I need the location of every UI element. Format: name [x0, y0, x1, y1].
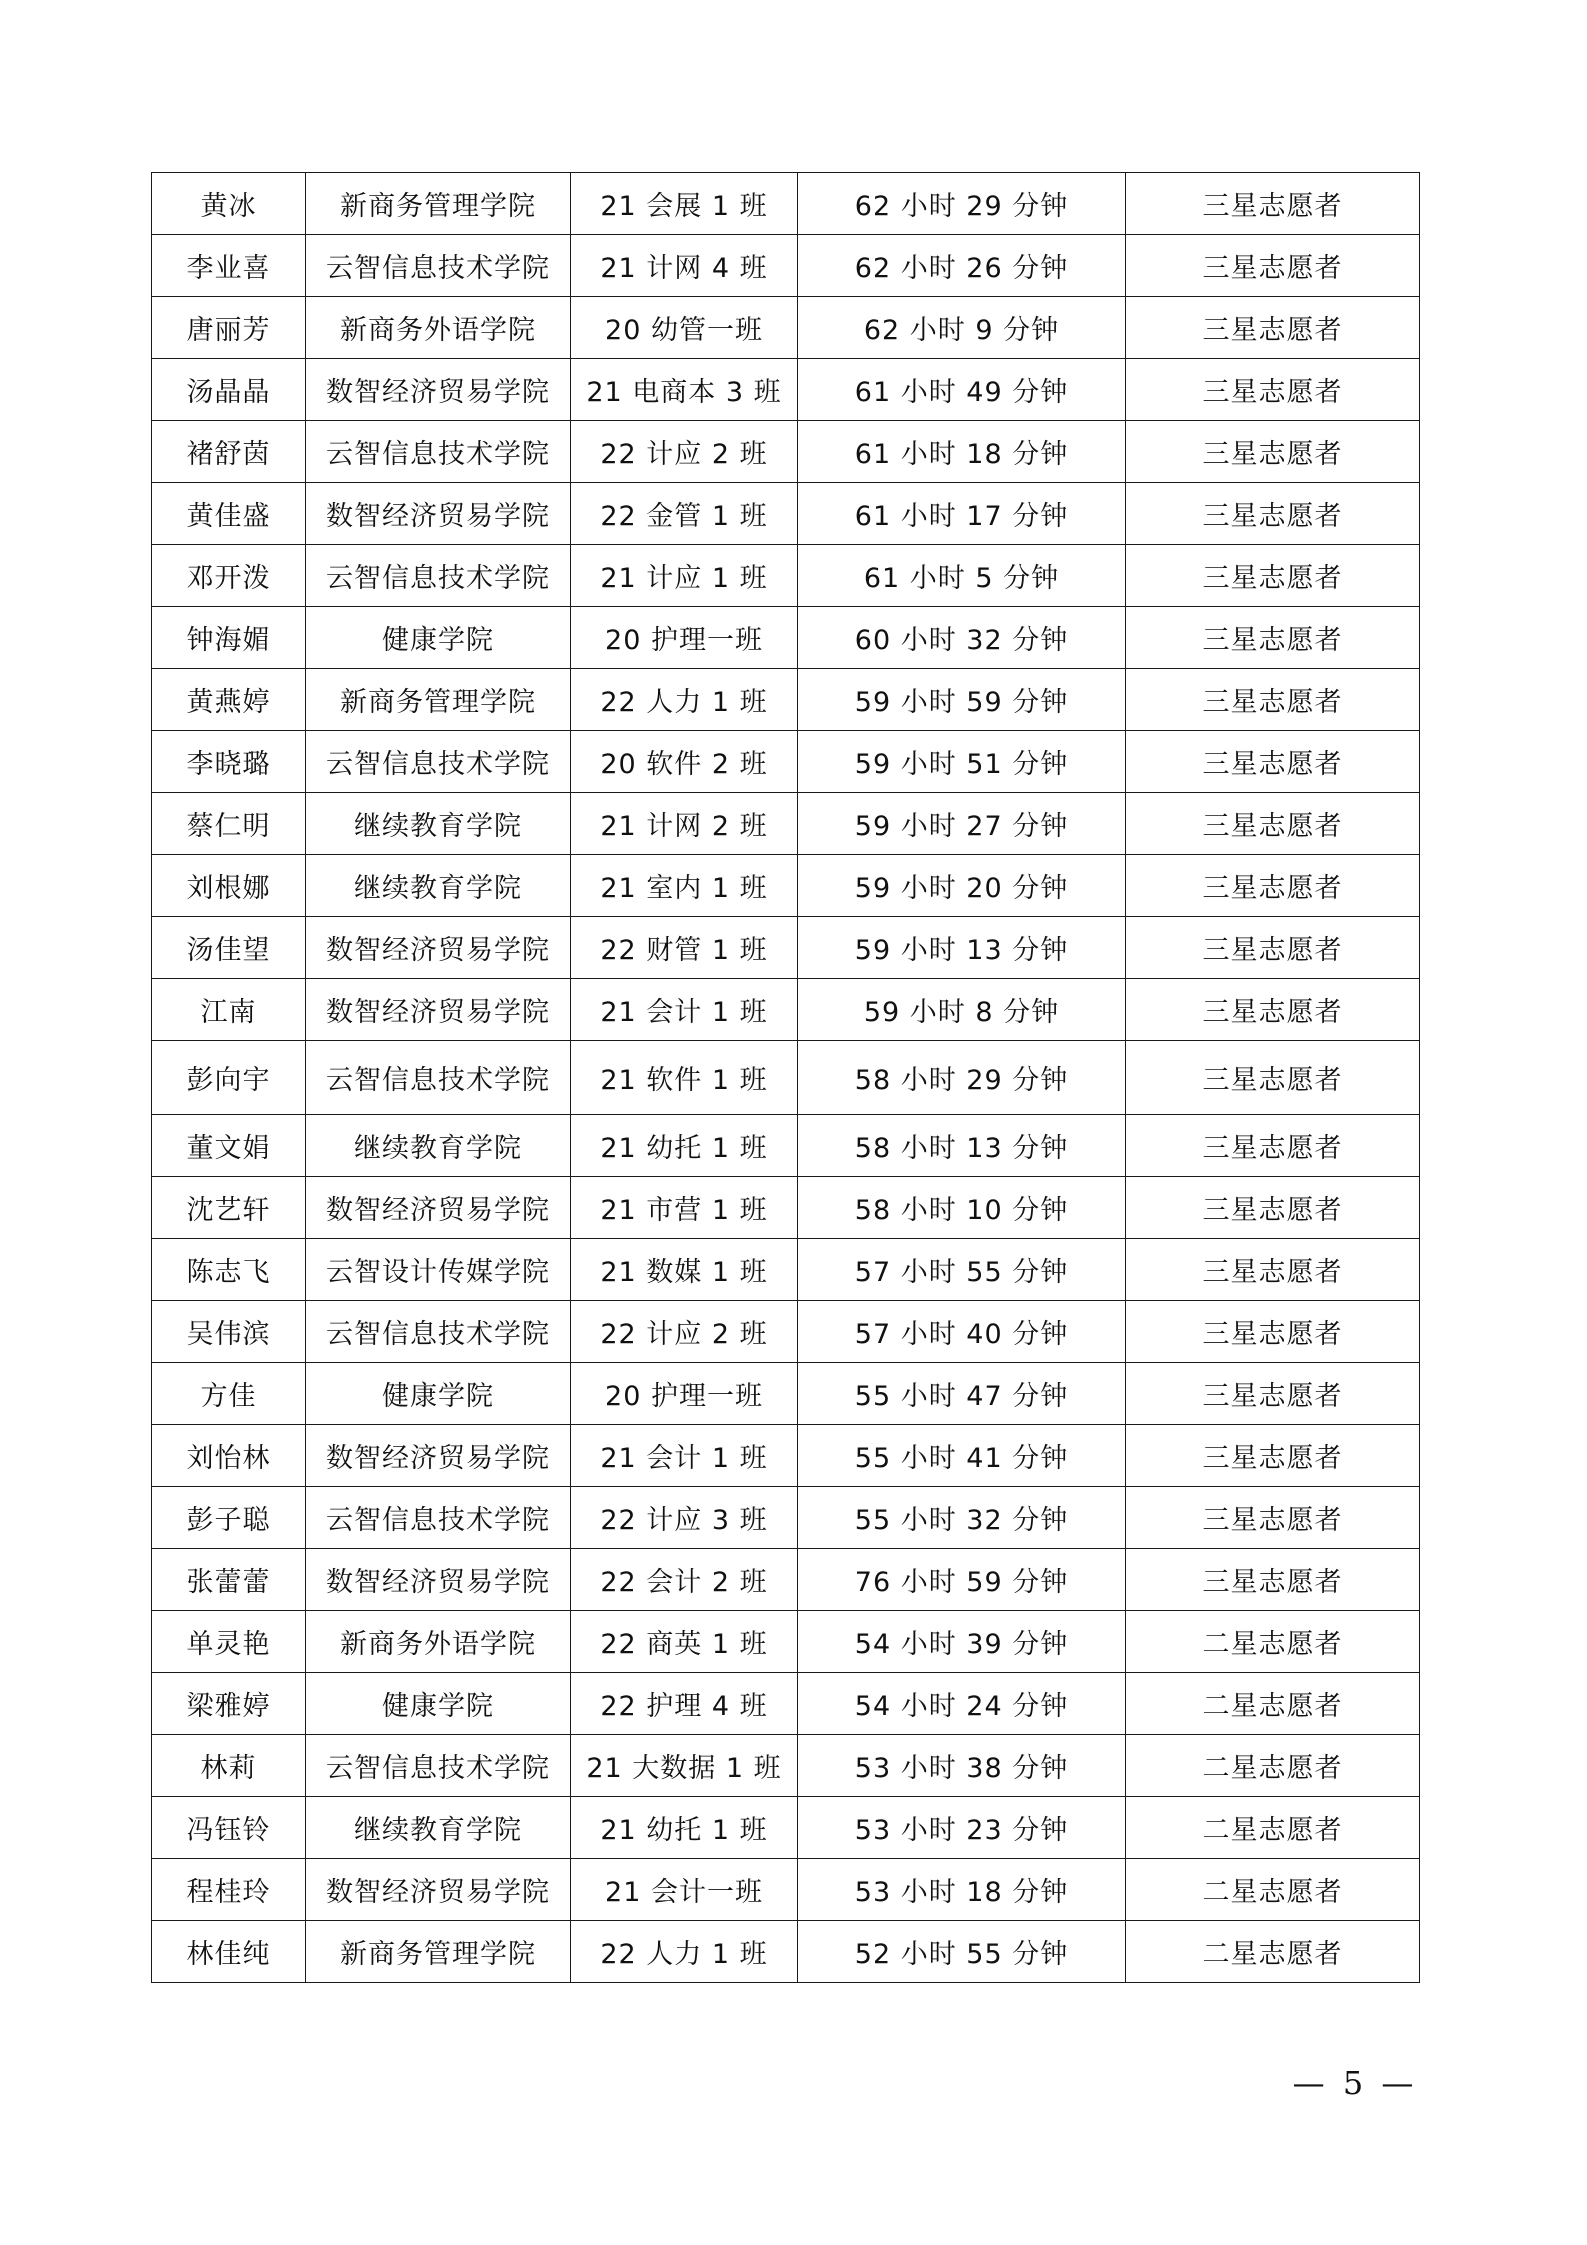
- cell-college: 数智经济贸易学院: [306, 359, 571, 421]
- cell-title: 三星志愿者: [1126, 421, 1420, 483]
- cell-class: 21 市营 1 班: [571, 1177, 798, 1239]
- cell-title: 三星志愿者: [1126, 1549, 1420, 1611]
- cell-class: 21 软件 1 班: [571, 1041, 798, 1115]
- cell-hours: 76 小时 59 分钟: [798, 1549, 1126, 1611]
- cell-class: 21 会计 1 班: [571, 979, 798, 1041]
- table-row: [152, 1859, 1420, 1921]
- cell-class: 21 大数据 1 班: [571, 1735, 798, 1797]
- cell-hours: 61 小时 17 分钟: [798, 483, 1126, 545]
- cell-title: 三星志愿者: [1126, 1363, 1420, 1425]
- table-row: [152, 669, 1420, 731]
- cell-title: 三星志愿者: [1126, 1115, 1420, 1177]
- cell-name: 彭子聪: [152, 1487, 306, 1549]
- cell-name: 唐丽芳: [152, 297, 306, 359]
- cell-hours: 59 小时 51 分钟: [798, 731, 1126, 793]
- cell-class: 22 人力 1 班: [571, 669, 798, 731]
- cell-hours: 55 小时 41 分钟: [798, 1425, 1126, 1487]
- cell-college: 继续教育学院: [306, 1797, 571, 1859]
- cell-college: 数智经济贸易学院: [306, 1549, 571, 1611]
- cell-hours: 58 小时 29 分钟: [798, 1041, 1126, 1115]
- cell-college: 数智经济贸易学院: [306, 1177, 571, 1239]
- cell-class: 22 会计 2 班: [571, 1549, 798, 1611]
- cell-name: 刘怡林: [152, 1425, 306, 1487]
- cell-college: 云智信息技术学院: [306, 1735, 571, 1797]
- table-row: [152, 607, 1420, 669]
- cell-title: 三星志愿者: [1126, 1487, 1420, 1549]
- cell-hours: 53 小时 18 分钟: [798, 1859, 1126, 1921]
- cell-hours: 59 小时 59 分钟: [798, 669, 1126, 731]
- cell-college: 新商务管理学院: [306, 1921, 571, 1983]
- cell-college: 数智经济贸易学院: [306, 1425, 571, 1487]
- table-row: [152, 1487, 1420, 1549]
- cell-class: 21 会计一班: [571, 1859, 798, 1921]
- cell-title: 三星志愿者: [1126, 545, 1420, 607]
- cell-class: 22 计应 2 班: [571, 1301, 798, 1363]
- cell-class: 21 数媒 1 班: [571, 1239, 798, 1301]
- cell-title: 三星志愿者: [1126, 917, 1420, 979]
- cell-name: 褚舒茵: [152, 421, 306, 483]
- cell-name: 李晓璐: [152, 731, 306, 793]
- cell-class: 21 电商本 3 班: [571, 359, 798, 421]
- table-row: [152, 1301, 1420, 1363]
- cell-title: 三星志愿者: [1126, 1239, 1420, 1301]
- cell-title: 三星志愿者: [1126, 607, 1420, 669]
- cell-title: 二星志愿者: [1126, 1797, 1420, 1859]
- cell-title: 三星志愿者: [1126, 669, 1420, 731]
- cell-hours: 54 小时 39 分钟: [798, 1611, 1126, 1673]
- cell-class: 21 幼托 1 班: [571, 1115, 798, 1177]
- cell-college: 数智经济贸易学院: [306, 1859, 571, 1921]
- cell-hours: 55 小时 47 分钟: [798, 1363, 1126, 1425]
- cell-hours: 61 小时 5 分钟: [798, 545, 1126, 607]
- cell-name: 方佳: [152, 1363, 306, 1425]
- cell-class: 20 幼管一班: [571, 297, 798, 359]
- cell-hours: 58 小时 13 分钟: [798, 1115, 1126, 1177]
- cell-name: 刘根娜: [152, 855, 306, 917]
- cell-class: 21 幼托 1 班: [571, 1797, 798, 1859]
- cell-college: 云智信息技术学院: [306, 235, 571, 297]
- cell-class: 22 护理 4 班: [571, 1673, 798, 1735]
- cell-class: 22 商英 1 班: [571, 1611, 798, 1673]
- table-row: [152, 1177, 1420, 1239]
- table-row: [152, 793, 1420, 855]
- table-row: [152, 979, 1420, 1041]
- cell-name: 蔡仁明: [152, 793, 306, 855]
- table-row: [152, 1921, 1420, 1983]
- cell-title: 二星志愿者: [1126, 1859, 1420, 1921]
- cell-class: 21 会计 1 班: [571, 1425, 798, 1487]
- table-row: [152, 421, 1420, 483]
- cell-hours: 59 小时 8 分钟: [798, 979, 1126, 1041]
- cell-hours: 57 小时 40 分钟: [798, 1301, 1126, 1363]
- volunteer-table: [151, 172, 1420, 1983]
- cell-hours: 59 小时 13 分钟: [798, 917, 1126, 979]
- cell-title: 三星志愿者: [1126, 1041, 1420, 1115]
- cell-college: 数智经济贸易学院: [306, 917, 571, 979]
- table-row: [152, 297, 1420, 359]
- cell-class: 21 室内 1 班: [571, 855, 798, 917]
- cell-name: 江南: [152, 979, 306, 1041]
- cell-name: 张蕾蕾: [152, 1549, 306, 1611]
- cell-title: 三星志愿者: [1126, 235, 1420, 297]
- cell-hours: 61 小时 49 分钟: [798, 359, 1126, 421]
- table-row: [152, 1115, 1420, 1177]
- cell-name: 林莉: [152, 1735, 306, 1797]
- cell-title: 三星志愿者: [1126, 297, 1420, 359]
- table-row: [152, 1673, 1420, 1735]
- cell-name: 林佳纯: [152, 1921, 306, 1983]
- cell-hours: 57 小时 55 分钟: [798, 1239, 1126, 1301]
- cell-hours: 62 小时 9 分钟: [798, 297, 1126, 359]
- cell-name: 汤晶晶: [152, 359, 306, 421]
- cell-college: 云智信息技术学院: [306, 1301, 571, 1363]
- cell-name: 冯钰铃: [152, 1797, 306, 1859]
- cell-name: 钟海媚: [152, 607, 306, 669]
- cell-college: 云智信息技术学院: [306, 731, 571, 793]
- cell-title: 三星志愿者: [1126, 793, 1420, 855]
- cell-title: 三星志愿者: [1126, 731, 1420, 793]
- cell-hours: 53 小时 38 分钟: [798, 1735, 1126, 1797]
- table-row: [152, 731, 1420, 793]
- cell-title: 三星志愿者: [1126, 483, 1420, 545]
- cell-class: 20 软件 2 班: [571, 731, 798, 793]
- cell-hours: 53 小时 23 分钟: [798, 1797, 1126, 1859]
- cell-title: 三星志愿者: [1126, 173, 1420, 235]
- cell-title: 二星志愿者: [1126, 1673, 1420, 1735]
- cell-class: 21 会展 1 班: [571, 173, 798, 235]
- cell-title: 二星志愿者: [1126, 1921, 1420, 1983]
- cell-college: 云智设计传媒学院: [306, 1239, 571, 1301]
- cell-name: 陈志飞: [152, 1239, 306, 1301]
- table-row: [152, 235, 1420, 297]
- table-row: [152, 1041, 1420, 1115]
- cell-college: 云智信息技术学院: [306, 421, 571, 483]
- page-number: — 5 —: [1292, 2064, 1418, 2102]
- cell-hours: 59 小时 27 分钟: [798, 793, 1126, 855]
- cell-college: 新商务外语学院: [306, 1611, 571, 1673]
- cell-hours: 62 小时 26 分钟: [798, 235, 1126, 297]
- cell-class: 22 财管 1 班: [571, 917, 798, 979]
- cell-hours: 60 小时 32 分钟: [798, 607, 1126, 669]
- volunteer-table-body: [152, 173, 1420, 1983]
- cell-class: 21 计网 2 班: [571, 793, 798, 855]
- cell-name: 单灵艳: [152, 1611, 306, 1673]
- cell-name: 彭向宇: [152, 1041, 306, 1115]
- table-row: [152, 1549, 1420, 1611]
- cell-title: 三星志愿者: [1126, 1177, 1420, 1239]
- cell-class: 20 护理一班: [571, 607, 798, 669]
- cell-name: 吴伟滨: [152, 1301, 306, 1363]
- cell-class: 22 金管 1 班: [571, 483, 798, 545]
- cell-name: 黄佳盛: [152, 483, 306, 545]
- table-row: [152, 1735, 1420, 1797]
- cell-title: 二星志愿者: [1126, 1611, 1420, 1673]
- cell-name: 董文娟: [152, 1115, 306, 1177]
- cell-college: 数智经济贸易学院: [306, 979, 571, 1041]
- cell-title: 二星志愿者: [1126, 1735, 1420, 1797]
- cell-name: 汤佳望: [152, 917, 306, 979]
- cell-college: 新商务管理学院: [306, 173, 571, 235]
- cell-college: 数智经济贸易学院: [306, 483, 571, 545]
- cell-title: 三星志愿者: [1126, 1425, 1420, 1487]
- table-row: [152, 1239, 1420, 1301]
- cell-title: 三星志愿者: [1126, 855, 1420, 917]
- table-row: [152, 359, 1420, 421]
- table-row: [152, 1363, 1420, 1425]
- cell-college: 继续教育学院: [306, 855, 571, 917]
- cell-title: 三星志愿者: [1126, 979, 1420, 1041]
- cell-class: 22 计应 2 班: [571, 421, 798, 483]
- cell-class: 21 计网 4 班: [571, 235, 798, 297]
- cell-college: 继续教育学院: [306, 1115, 571, 1177]
- cell-name: 沈艺轩: [152, 1177, 306, 1239]
- table-row: [152, 1797, 1420, 1859]
- cell-college: 健康学院: [306, 607, 571, 669]
- cell-name: 黄冰: [152, 173, 306, 235]
- cell-hours: 61 小时 18 分钟: [798, 421, 1126, 483]
- cell-title: 三星志愿者: [1126, 359, 1420, 421]
- cell-college: 新商务外语学院: [306, 297, 571, 359]
- cell-college: 健康学院: [306, 1363, 571, 1425]
- cell-college: 健康学院: [306, 1673, 571, 1735]
- cell-class: 20 护理一班: [571, 1363, 798, 1425]
- cell-college: 云智信息技术学院: [306, 1487, 571, 1549]
- table-row: [152, 483, 1420, 545]
- table-row: [152, 1611, 1420, 1673]
- cell-name: 黄燕婷: [152, 669, 306, 731]
- cell-class: 22 计应 3 班: [571, 1487, 798, 1549]
- table-row: [152, 855, 1420, 917]
- cell-hours: 62 小时 29 分钟: [798, 173, 1126, 235]
- table-row: [152, 1425, 1420, 1487]
- cell-class: 22 人力 1 班: [571, 1921, 798, 1983]
- cell-hours: 58 小时 10 分钟: [798, 1177, 1126, 1239]
- table-row: [152, 545, 1420, 607]
- cell-name: 程桂玲: [152, 1859, 306, 1921]
- cell-title: 三星志愿者: [1126, 1301, 1420, 1363]
- cell-college: 继续教育学院: [306, 793, 571, 855]
- cell-name: 李业喜: [152, 235, 306, 297]
- cell-name: 梁雅婷: [152, 1673, 306, 1735]
- cell-name: 邓开泼: [152, 545, 306, 607]
- cell-hours: 59 小时 20 分钟: [798, 855, 1126, 917]
- cell-hours: 54 小时 24 分钟: [798, 1673, 1126, 1735]
- cell-hours: 55 小时 32 分钟: [798, 1487, 1126, 1549]
- table-row: [152, 917, 1420, 979]
- cell-class: 21 计应 1 班: [571, 545, 798, 607]
- cell-college: 云智信息技术学院: [306, 1041, 571, 1115]
- cell-hours: 52 小时 55 分钟: [798, 1921, 1126, 1983]
- cell-college: 云智信息技术学院: [306, 545, 571, 607]
- cell-college: 新商务管理学院: [306, 669, 571, 731]
- table-row: [152, 173, 1420, 235]
